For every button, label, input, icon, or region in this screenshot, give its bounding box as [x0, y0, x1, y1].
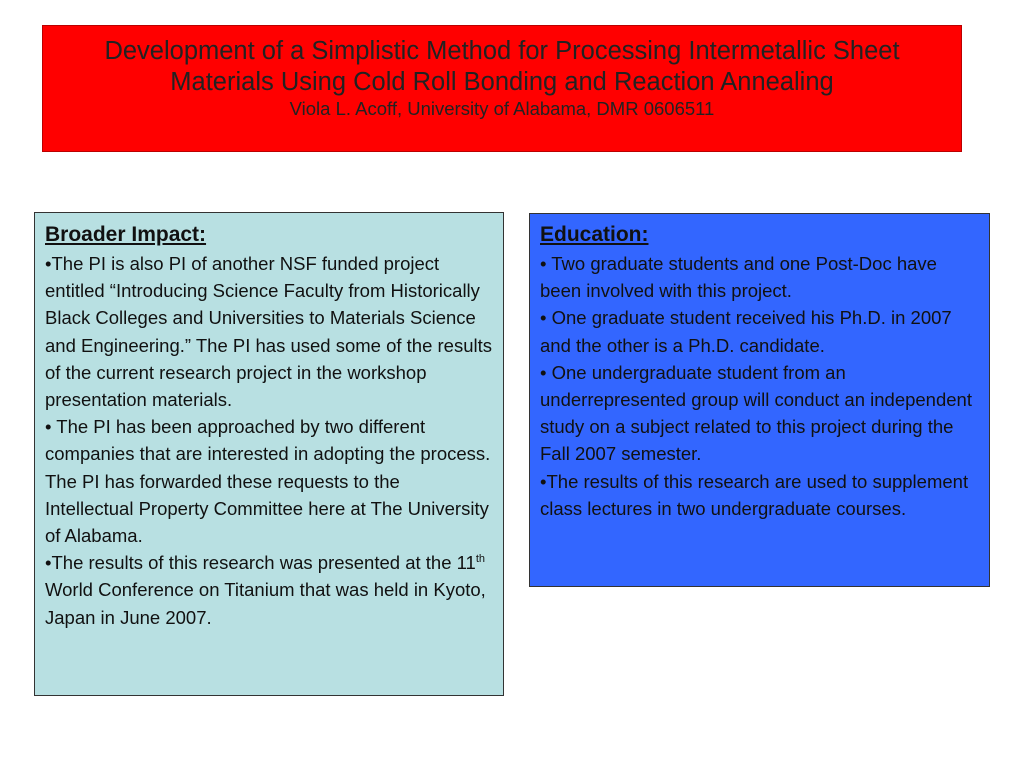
ordinal-superscript: th [475, 553, 486, 566]
education-heading: Education: [540, 223, 649, 246]
broader-impact-bullet [45, 549, 493, 631]
education-bullet: • One graduate student received his Ph.D. in 2007 and the other is a Ph.D. candidate. [540, 307, 952, 356]
broader-impact-bullet: •The PI is also PI of another NSF funded project entitled “Introducing Science Faculty from Historically Black Colleges and Universities to Materials Science and Engineering.” The PI has used some of the results of the current research project in the workshop presentation materials. [45, 253, 493, 411]
slide-subtitle: Viola L. Acoff, University of Alabama, DMR 0606511 [289, 98, 715, 119]
bullet-text: World Conference on Titanium that was held in Kyoto, Japan in June 2007. [45, 579, 486, 628]
education-panel [529, 213, 990, 587]
broader-impact-panel [34, 212, 504, 696]
education-bullet: • Two graduate students and one Post-Doc have been involved with this project. [540, 253, 937, 302]
education-bullet: • One undergraduate student from an underrepresented group will conduct an independent study on a subject related to this project during the Fall 2007 semester. [540, 361, 972, 465]
bullet-text: •The results of this research was presented at the 11 [45, 552, 476, 574]
slide-title: Development of a Simplistic Method for Processing Intermetallic Sheet Materials Using Cold Roll Bonding and Reaction Annealing [104, 37, 900, 96]
broader-impact-heading: Broader Impact: [45, 223, 207, 246]
broader-impact-bullet: • The PI has been approached by two different companies that are interested in adopting the process. The PI has forwarded these requests to the Intellectual Property Committee here at The University of Alabama. [45, 416, 491, 547]
education-bullet: •The results of this research are used to supplement class lectures in two undergraduate courses. [540, 470, 969, 519]
title-banner [42, 25, 962, 152]
